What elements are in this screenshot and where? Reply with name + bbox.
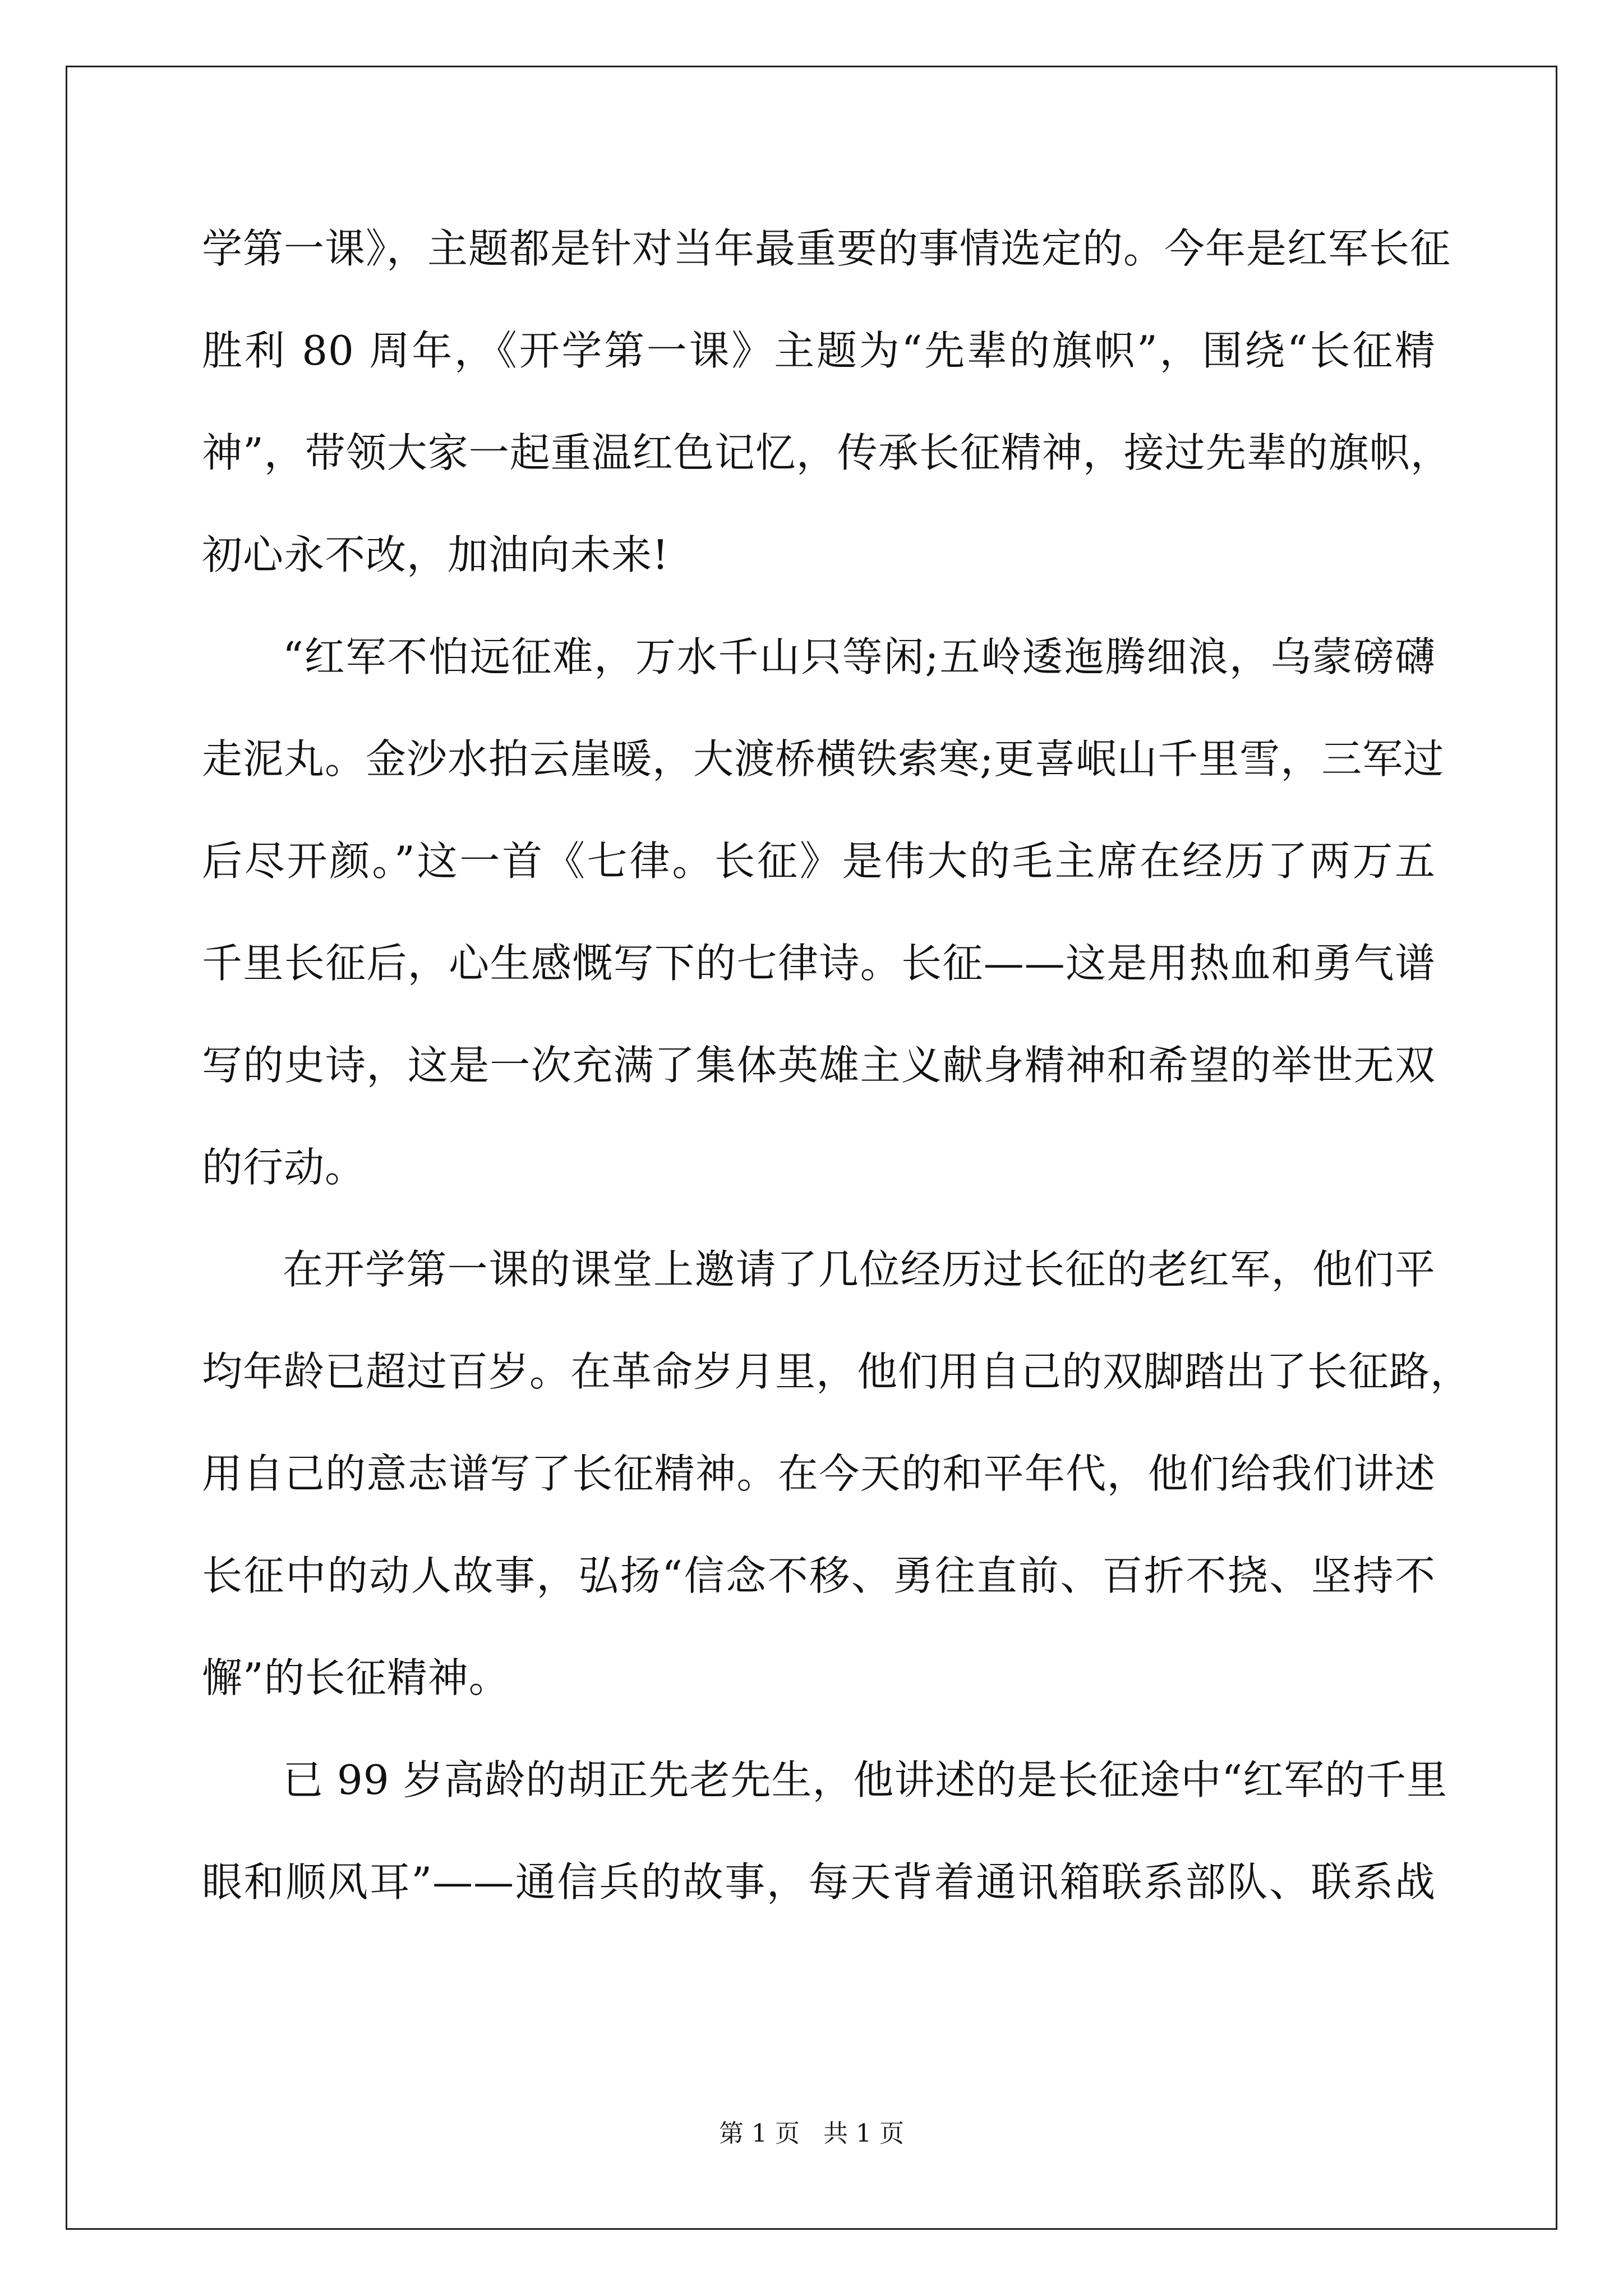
- text-line: 眼和顺风耳”——通信兵的故事，每天背着通讯箱联系部队、联系战: [202, 1858, 1436, 1906]
- paragraph-first-line: “红军不怕远征难，万水千山只等闲;五岭逶迤腾细浪，乌蒙磅礴: [283, 633, 1436, 680]
- paragraph-first-line: 已 99 岁高龄的胡正先老先生，他讲述的是长征途中“红军的千里: [283, 1756, 1448, 1803]
- page-total: 共 1 页: [823, 2119, 904, 2148]
- text-line: 懈”的长征精神。: [202, 1654, 510, 1701]
- text-line: 写的史诗，这是一次充满了集体英雄主义献身精神和希望的举世无双: [202, 1042, 1436, 1089]
- text-line: 均年龄已超过百岁。在革命岁月里，他们用自己的双脚踏出了长征路，: [202, 1348, 1472, 1395]
- text-line: 的行动。: [202, 1144, 366, 1191]
- text-line: 胜利 80 周年，《开学第一课》主题为“先辈的旗帜”，围绕“长征精: [202, 327, 1436, 374]
- page-number: 第 1 页: [719, 2119, 800, 2148]
- text-line: 学第一课》，主题都是针对当年最重要的事情选定的。今年是红军长征: [202, 225, 1451, 272]
- text-line: 后尽开颜。”这一首《七律。长征》是伟大的毛主席在经历了两万五: [202, 838, 1436, 885]
- paragraph-first-line: 在开学第一课的课堂上邀请了几位经历过长征的老红军，他们平: [283, 1246, 1436, 1293]
- page-footer: [0, 2118, 1623, 2150]
- text-line: 用自己的意志谱写了长征精神。在今天的和平年代，他们给我们讲述: [202, 1450, 1436, 1497]
- document-body: [202, 212, 1472, 1948]
- text-line: 神”，带领大家一起重温红色记忆，传承长征精神，接过先辈的旗帜，: [202, 429, 1451, 476]
- text-line: 长征中的动人故事，弘扬“信念不移、勇往直前、百折不挠、坚持不: [202, 1552, 1436, 1599]
- text-line: 千里长征后，心生感慨写下的七律诗。长征——这是用热血和勇气谱: [202, 940, 1436, 987]
- text-line: 初心永不改，加油向未来!: [202, 531, 669, 578]
- text-line: 走泥丸。金沙水拍云崖暖，大渡桥横铁索寒;更喜岷山千里雪，三军过: [202, 735, 1445, 783]
